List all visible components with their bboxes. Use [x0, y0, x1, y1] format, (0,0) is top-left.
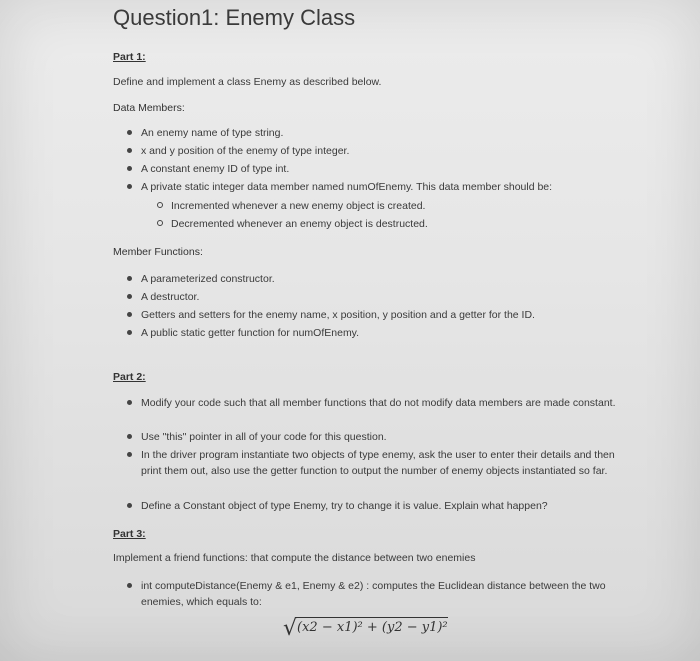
bullet-icon — [127, 276, 132, 281]
part3-intro: Implement a friend functions: that compute the distance between two enemies — [113, 552, 476, 564]
bullet-icon — [127, 452, 132, 457]
part3-heading: Part 3: — [113, 528, 146, 540]
bullet-icon — [127, 503, 132, 508]
hollow-bullet-icon — [157, 220, 163, 226]
bullet-icon — [127, 583, 132, 588]
data-members-label: Data Members: — [113, 102, 185, 114]
part2-heading: Part 2: — [113, 371, 146, 383]
member-functions-label: Member Functions: — [113, 246, 203, 258]
document-page: Question1: Enemy Class Part 1: Define and implement a class Enemy as described below. Data Members: An enemy name of type string. x and y position of the enemy of type integer. A constant enemy ID of type int. A private static integer data member named numOfEnemy. This data member should be: Incremented whenever a new enemy object is created. Decremented whenever an enemy object is destructed. Member Functions: A parameterized constructor. A destructor. Getters and setters for the enemy name, x position, y position and a getter for the ID. A public static getter function for numOfEnemy. Part 2: Modify your code such that all member functions that do not modify data members are made constant. Use "this" pointer in all of your code for this question. In the driver program instantiate two objects of type enemy, ask the user to enter their details and then print them out, also use the getter function to output the number of enemy objects instantiated so far. Define a Constant object of type Enemy, try to change it is value. Explain what happen? Part 3: Implement a friend functions: that compute the distance between two enemies int computeDistance(Enemy & e1, Enemy & e2) : computes the Euclidean distance between the two enemies, which equals to: √(x2 − x1)² + (y2 − y1)² — [0, 0, 700, 661]
bullet-icon — [127, 184, 132, 189]
bullet-icon — [127, 148, 132, 153]
bullet-icon — [127, 294, 132, 299]
page-title: Question1: Enemy Class — [113, 5, 356, 30]
square-root-icon: √ — [283, 616, 298, 641]
bullet-icon — [127, 312, 132, 317]
part1-heading: Part 1: — [113, 51, 146, 63]
part1-intro: Define and implement a class Enemy as described below. — [113, 76, 382, 88]
bullet-icon — [127, 434, 132, 439]
distance-formula: √(x2 − x1)² + (y2 − y1)² — [283, 616, 448, 641]
bullet-icon — [127, 330, 132, 335]
hollow-bullet-icon — [157, 202, 163, 208]
bullet-icon — [127, 130, 132, 135]
bullet-icon — [127, 166, 132, 171]
bullet-icon — [127, 400, 132, 405]
